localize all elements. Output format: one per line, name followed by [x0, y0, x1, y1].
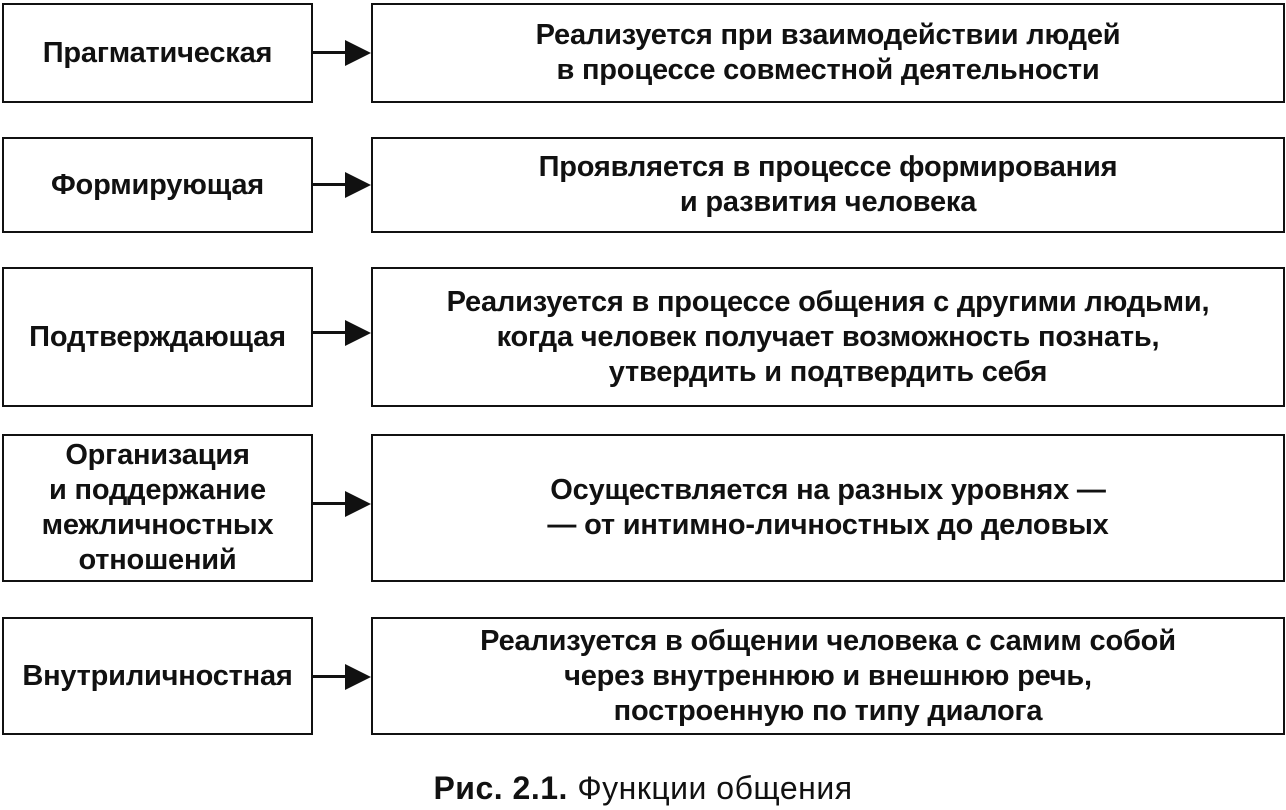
function-box-interpersonal	[2, 434, 313, 582]
function-box-forming	[2, 137, 313, 233]
arrow-icon	[313, 664, 371, 690]
function-name: Прагматическая	[42, 36, 273, 69]
function-name: Формирующая	[51, 168, 264, 201]
function-box-pragmatic	[2, 3, 313, 103]
function-box-confirming	[2, 267, 313, 407]
figure-caption-label: Рис. 2.1.	[433, 770, 568, 806]
arrow-icon	[313, 172, 371, 198]
arrow-icon	[313, 491, 371, 517]
description-box-forming	[371, 137, 1285, 233]
function-description: Проявляется в процессе формирования и развития человека	[538, 151, 1118, 218]
description-box-confirming	[371, 267, 1285, 407]
function-name: Подтверждающая	[29, 320, 286, 353]
arrow-icon	[313, 40, 371, 66]
figure-caption	[0, 768, 1286, 808]
function-name: Внутриличностная	[22, 659, 293, 692]
arrow-icon	[313, 320, 371, 346]
function-name: Организация и поддержание межличностных отношений	[41, 439, 274, 576]
function-description: Реализуется в общении человека с самим собой через внутреннюю и внешнюю речь, построенную по типу диалога	[480, 624, 1176, 727]
description-box-intrapersonal	[371, 617, 1285, 735]
description-box-interpersonal	[371, 434, 1285, 582]
description-box-pragmatic	[371, 3, 1285, 103]
function-description: Осуществляется на разных уровнях — — от интимно-личностных до деловых	[547, 474, 1109, 541]
figure-caption-text: Функции общения	[577, 770, 853, 806]
function-description: Реализуется в процессе общения с другими людьми, когда человек получает возможность познать, утвердить и подтвердить себя	[446, 285, 1210, 388]
function-box-intrapersonal	[2, 617, 313, 735]
function-description: Реализуется при взаимодействии людей в процессе совместной деятельности	[535, 19, 1121, 86]
